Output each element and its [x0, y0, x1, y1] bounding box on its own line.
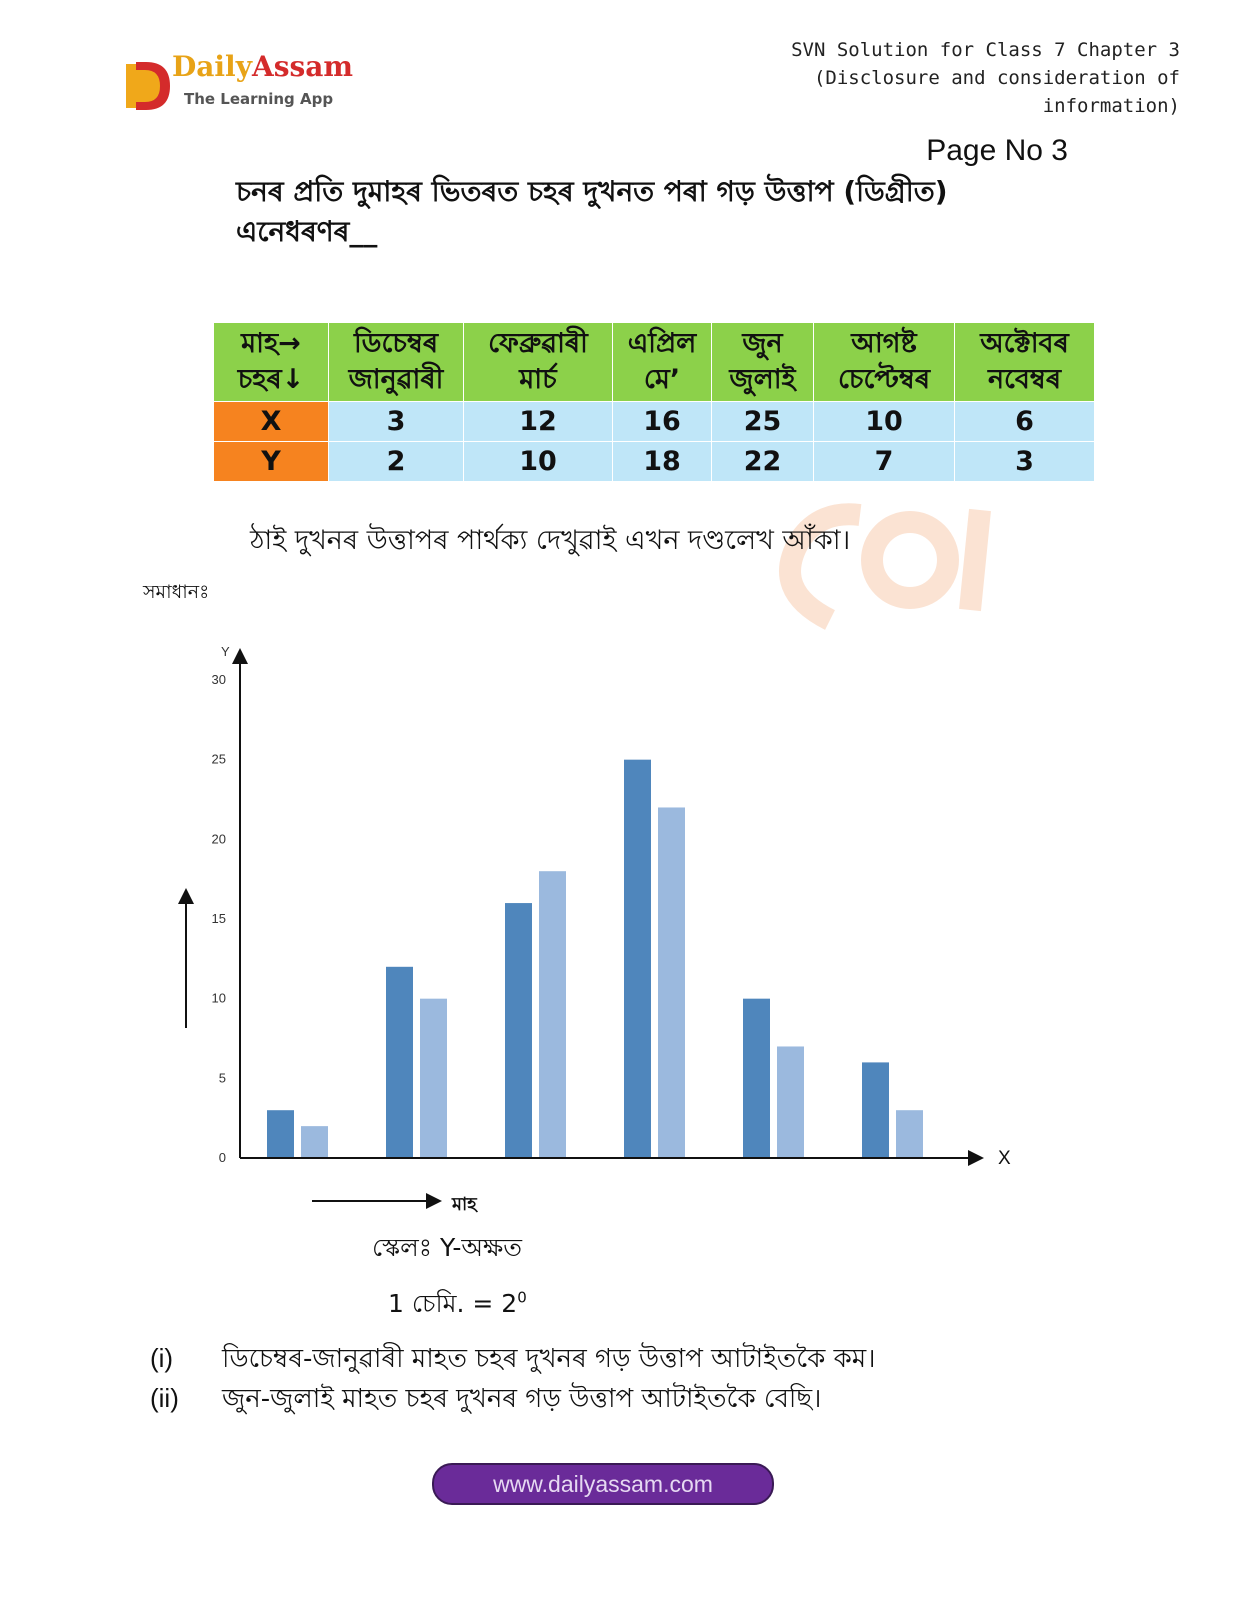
observation-text: ডিচেম্বৰ-জানুৱাৰী মাহত চহৰ দুখনৰ গড় উত্তাপ আটাইতকৈ কম।	[222, 1344, 876, 1374]
x-arrow-label: মাহ	[452, 1194, 477, 1215]
table-cell: 22	[712, 442, 814, 482]
bar-x-5	[743, 999, 770, 1158]
y-tick-label: 5	[218, 1070, 226, 1086]
table-cell: 2	[329, 442, 464, 482]
bar-x-1	[267, 1110, 294, 1158]
table-column-header: জুন জুলাই	[712, 323, 814, 402]
table-column-header: ডিচেম্বৰ জানুৱাৰী	[329, 323, 464, 402]
solution-label: সমাধানঃ	[143, 581, 210, 603]
scale-value: 1 চেমি. = $2^0$	[388, 1288, 527, 1318]
chapter-line: SVN Solution for Class 7 Chapter 3	[791, 39, 1180, 61]
chapter-line: (Disclosure and consideration of	[813, 67, 1180, 89]
table-cell: 10	[814, 402, 955, 442]
table-column-header: ফেব্ৰুৱাৰী মাৰ্চ	[464, 323, 613, 402]
table-cell: 7	[814, 442, 955, 482]
logo-name: DailyAssam	[172, 50, 353, 83]
observation-number: (ii)	[150, 1383, 179, 1413]
logo-tagline: The Learning App	[184, 90, 334, 108]
table-column-header: অক্টোবৰ নবেম্বৰ	[955, 323, 1095, 402]
chapter-line: information)	[1042, 95, 1180, 117]
table-cell: 3	[955, 442, 1095, 482]
observation-item	[150, 1338, 876, 1382]
y-tick-label: 10	[211, 990, 226, 1006]
table-cell: 6	[955, 402, 1095, 442]
bar-y-6	[896, 1110, 923, 1158]
y-tick-label: 15	[211, 911, 226, 926]
y-axis-label: Y	[221, 644, 230, 659]
table-cell: 12	[464, 402, 613, 442]
instruction-text: ঠাই দুখনৰ উত্তাপৰ পাৰ্থক্য দেখুৱাই এখন দণ্ডলেখ আঁকা।	[250, 525, 851, 556]
table-corner-cell: মাহ→ চহৰ↓	[214, 323, 329, 402]
y-tick-label: 20	[211, 831, 226, 847]
x-axis-label: X	[998, 1148, 1011, 1169]
table-cell: 18	[613, 442, 712, 482]
bar-y-1	[301, 1126, 328, 1158]
y-tick-label: 25	[211, 751, 226, 767]
row-label: X	[214, 402, 329, 442]
y-tick-label: 30	[211, 672, 226, 687]
page-number: Page No 3	[926, 134, 1068, 167]
bar-x-2	[386, 967, 413, 1158]
question-text: চনৰ প্ৰতি দুমাহৰ ভিতৰত চহৰ দুখনত পৰা গড় উত্তাপ (ডিগ্ৰীত) এনেধৰণৰ__	[236, 175, 948, 248]
bar-x-3	[505, 903, 532, 1158]
table-cell: 3	[329, 402, 464, 442]
observation-item	[150, 1378, 821, 1422]
table-cell: 16	[613, 402, 712, 442]
footer-website-link[interactable]: www.dailyassam.com	[432, 1463, 774, 1505]
table-cell: 10	[464, 442, 613, 482]
observation-text: জুন-জুলাই মাহত চহৰ দুখনৰ গড় উত্তাপ আটাইতকৈ বেছি।	[222, 1384, 822, 1414]
observation-number: (i)	[150, 1343, 174, 1373]
bar-y-3	[539, 871, 566, 1158]
bar-x-4	[624, 760, 651, 1158]
bar-x-6	[862, 1062, 889, 1158]
bar-y-5	[777, 1046, 804, 1158]
scale-text: স্কেলঃ Y-অক্ষত	[372, 1233, 523, 1262]
table-column-header: এপ্ৰিল মে’	[613, 323, 712, 402]
table-column-header: আগষ্ট চেপ্টেম্বৰ	[814, 323, 955, 402]
bar-y-2	[420, 999, 447, 1158]
bar-y-4	[658, 807, 685, 1158]
table-cell: 25	[712, 402, 814, 442]
row-label: Y	[214, 442, 329, 482]
y-tick-label: 0	[218, 1150, 226, 1165]
